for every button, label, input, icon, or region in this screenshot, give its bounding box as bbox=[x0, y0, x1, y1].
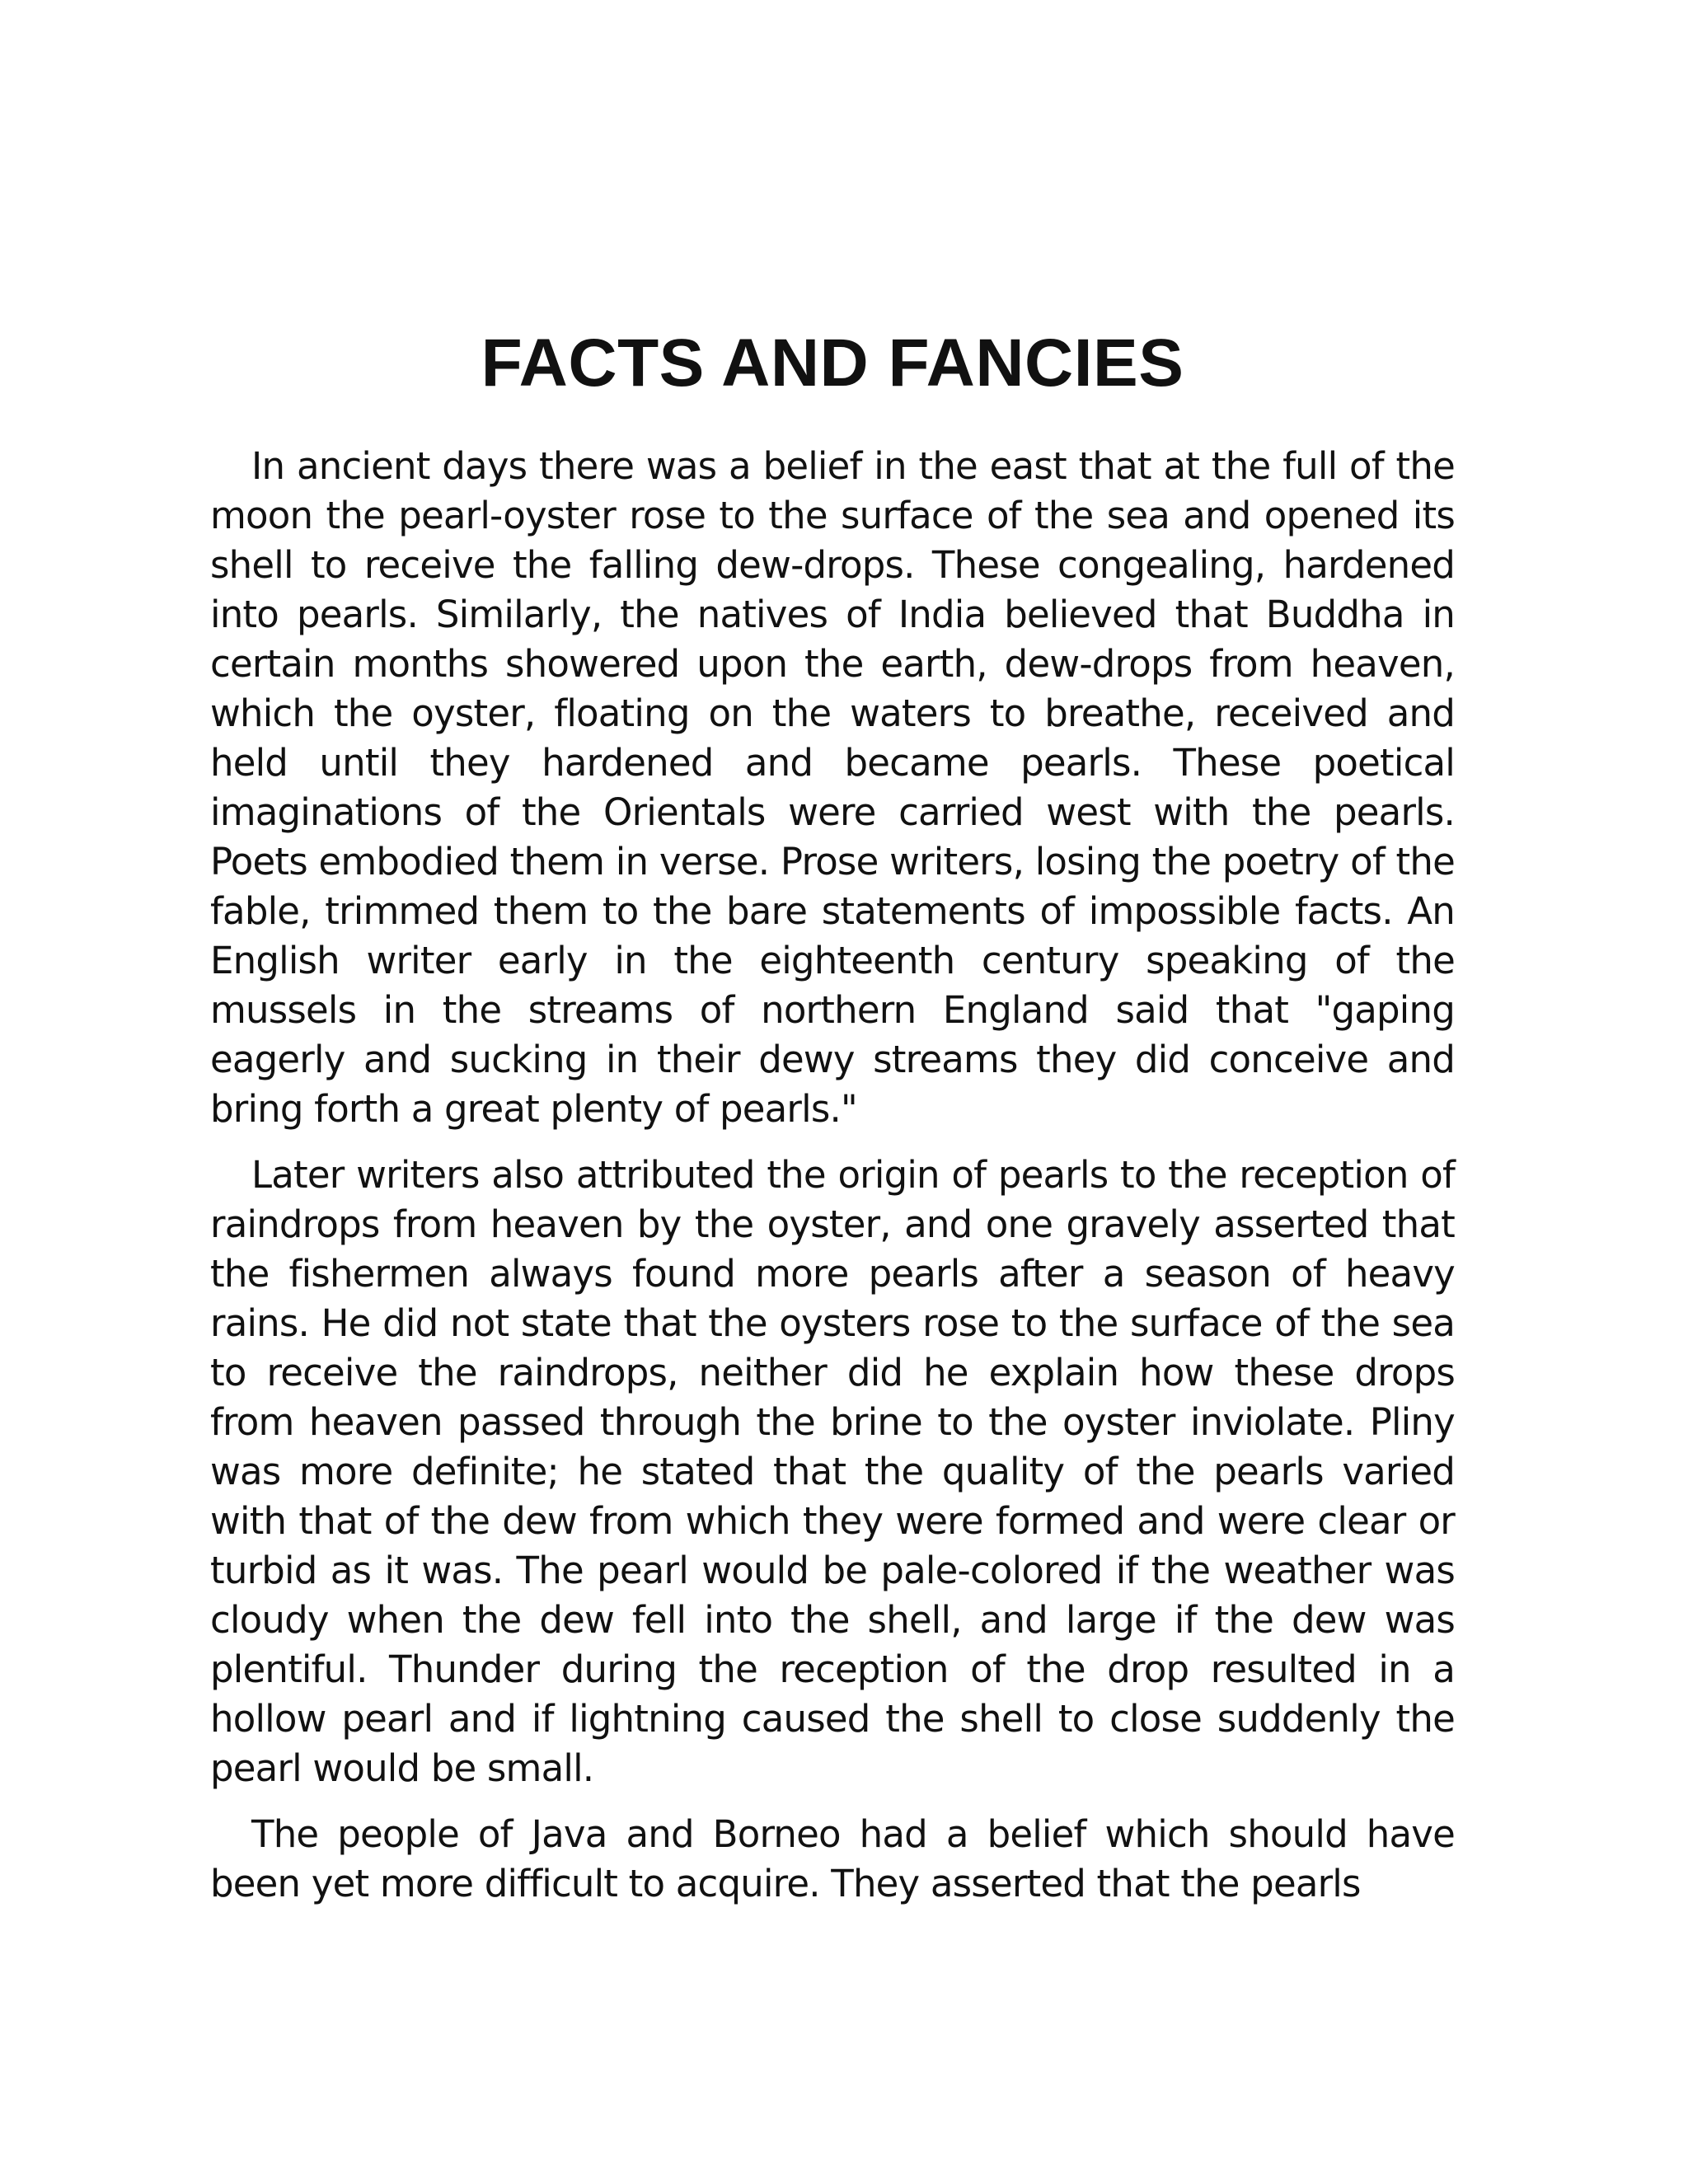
chapter-title: FACTS AND FANCIES bbox=[481, 326, 1184, 401]
paragraph-1: In ancient days there was a belief in the east that at the full of the moon the pearl-oyster rose to the surface of the sea and opened its shell to receive the falling dew-drops. These congealing, hardened into pearls. Similarly, the natives of India believed that Buddha in certain months showered upon the earth, dew-drops from heaven, which the oyster, floating on the waters to breathe, received and held until they hardened and became pearls. These poetical imaginations of the Orientals were carried west with the pearls. Poets embodied them in verse. Prose writers, losing the poetry of the fable, trimmed them to the bare statements of impossible facts. An English writer early in the eighteenth century speaking of the mussels in the streams of northern England said that "gaping eagerly and sucking in their dewy streams they did conceive and bring forth a great plenty of pearls." bbox=[210, 444, 1455, 1131]
paragraph-3: The people of Java and Borneo had a belief which should have been yet more difficult to acquire. They asserted that the pearls bbox=[210, 1812, 1455, 1905]
document-page bbox=[210, 318, 1455, 1925]
paragraph-2: Later writers also attributed the origin of pearls to the reception of raindrops from heaven by the oyster, and one gravely asserted that the fishermen always found more pearls after a season of heavy rains. He did not state that the oysters rose to the surface of the sea to receive the raindrops, neither did he explain how these drops from heaven passed through the brine to the oyster inviolate. Pliny was more definite; he stated that the quality of the pearls varied with that of the dew from which they were formed and were clear or turbid as it was. The pearl would be pale-colored if the weather was cloudy when the dew fell into the shell, and large if the dew was plentiful. Thunder during the reception of the drop resulted in a hollow pearl and if lightning caused the shell to close suddenly the pearl would be small. bbox=[210, 1153, 1455, 1790]
